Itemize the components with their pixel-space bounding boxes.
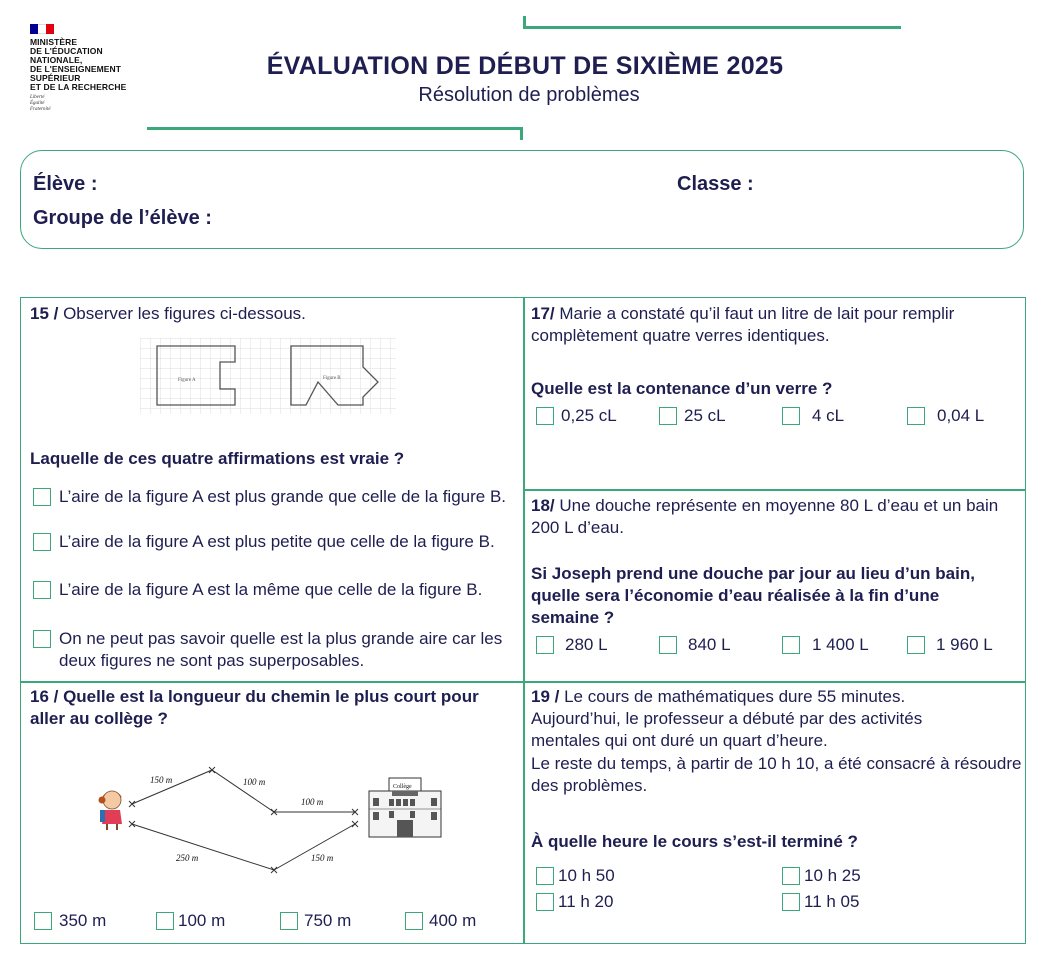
q17-option-4[interactable] [907,406,984,426]
q19-option-3[interactable] [536,892,613,912]
grid-divider-right-2 [523,681,1026,683]
checkbox[interactable] [782,636,800,654]
q17-option-2[interactable] [659,406,726,426]
checkbox[interactable] [782,893,800,911]
checkbox[interactable] [907,407,925,425]
checkbox[interactable] [659,636,677,654]
header-line-bottom [147,127,523,130]
checkbox[interactable] [34,912,52,930]
q18-intro-text: Une douche représente en moyenne 80 L d’eau et un bain 200 L d’eau. [531,496,999,537]
q19-option-1[interactable] [536,866,615,886]
q18-option-4[interactable] [907,635,993,655]
path-label-1: 150 m [150,775,173,785]
checkbox[interactable] [33,488,51,506]
ministry-name: MINISTÈRE DE L'ÉDUCATION NATIONALE, DE L'ENSEIGNEMENT SUPÉRIEUR ET DE LA RECHERCHE [30,37,127,92]
school-icon [369,778,441,837]
page-subtitle: Résolution de problèmes [418,84,640,106]
ministry-logo [30,24,150,113]
q17-intro [531,303,1011,347]
header-line-bottom-tick [520,127,523,140]
q18-option-2[interactable] [659,635,731,655]
q19-intro [531,686,986,752]
q16-option-4[interactable] [405,911,476,931]
checkbox[interactable] [536,893,554,911]
q15-option-1-text: L’aire de la figure A est plus grande que celle de la figure B. [59,487,507,506]
q19-option-4-text: 11 h 05 [804,892,860,911]
q16-path-diagram [92,762,452,878]
grid-divider-right-1 [523,489,1026,491]
checkbox[interactable] [156,912,174,930]
q18-option-2-text: 840 L [688,635,731,654]
checkbox[interactable] [782,867,800,885]
q16-option-3[interactable] [280,911,351,931]
grid-divider-vertical [523,298,525,943]
q18-intro [531,495,1021,539]
q19-option-1-text: 10 h 50 [558,866,615,885]
q19-intro-2: Le reste du temps, à partir de 10 h 10, a été consacré à résoudre des problèmes. [531,754,1022,795]
q19-option-2-text: 10 h 25 [804,866,861,885]
q16-option-1[interactable] [34,911,106,931]
q18-option-4-text: 1 960 L [936,635,993,654]
q18-number: 18/ [531,496,555,515]
checkbox[interactable] [659,407,677,425]
q18-option-1[interactable] [536,635,608,655]
groupe-label: Groupe de l’élève : [33,207,212,229]
checkbox[interactable] [405,912,423,930]
q19-intro-text: Le cours de mathématiques dure 55 minutes. Aujourd’hui, le professeur a débuté par des activités mentales qui ont duré un quart d’heure. [531,687,923,750]
path-label-5: 150 m [311,853,334,863]
header-line-top-tick [523,16,526,29]
checkbox[interactable] [280,912,298,930]
lower-path [132,824,355,870]
q17-option-4-text: 0,04 L [937,406,985,425]
student-info-box [20,150,1024,249]
q16-option-2[interactable] [156,911,225,931]
french-flag-icon [30,24,54,34]
q17-intro-text: Marie a constaté qu’il faut un litre de lait pour remplir complètement quatre verres identiques. [531,304,955,345]
q15-figures [140,338,396,414]
q15-option-2[interactable] [33,531,513,553]
q19-option-3-text: 11 h 20 [558,892,614,911]
page-title: ÉVALUATION DE DÉBUT DE SIXIÈME 2025 [266,52,784,80]
checkbox[interactable] [907,636,925,654]
checkbox[interactable] [782,407,800,425]
q15-option-1[interactable] [33,486,513,508]
q16-option-3-text: 750 m [304,911,352,930]
figure-b-label: Figure B [323,376,341,381]
q17-option-1-text: 0,25 cL [561,406,617,425]
header-line-top [523,26,901,29]
q16-question: 16 / Quelle est la longueur du chemin le plus court pour aller au collège ? [30,687,479,728]
q19-option-4[interactable] [782,892,859,912]
q16-option-2-text: 100 m [178,911,226,930]
q17-option-3-text: 4 cL [812,406,845,425]
q15-intro [30,303,510,325]
q15-option-3[interactable] [33,579,513,601]
q17-option-1[interactable] [536,406,617,426]
q15-option-3-text: L’aire de la figure A est la même que celle de la figure B. [59,580,483,599]
checkbox[interactable] [536,636,554,654]
figure-a-label: Figure A [178,378,196,383]
q19-question: À quelle heure le cours s’est-il terminé ? [531,832,858,851]
q18-question: Si Joseph prend une douche par jour au lieu d’un bain, quelle sera l’économie d’eau réalisée à la fin d’une semaine ? [531,564,975,627]
q15-option-2-text: L’aire de la figure A est plus petite que celle de la figure B. [59,532,495,551]
grid-divider-left [21,681,524,683]
eleve-label: Élève : [33,173,98,195]
path-label-4: 250 m [176,853,199,863]
path-label-2: 100 m [243,777,266,787]
path-label-3: 100 m [301,797,324,807]
q17-question: Quelle est la contenance d’un verre ? [531,379,833,398]
q19-number: 19 / [531,687,560,706]
q15-number: 15 / [30,304,59,323]
q18-option-3[interactable] [782,635,869,655]
q15-option-4[interactable] [33,628,513,672]
q15-option-4-text: On ne peut pas savoir quelle est la plus grande aire car les deux figures ne sont pas superposables. [59,629,503,670]
checkbox[interactable] [33,630,51,648]
classe-label: Classe : [677,173,754,195]
q17-option-3[interactable] [782,406,844,426]
checkbox[interactable] [33,581,51,599]
q16-option-4-text: 400 m [429,911,477,930]
q19-option-2[interactable] [782,866,861,886]
q18-option-1-text: 280 L [565,635,608,654]
q18-option-3-text: 1 400 L [812,635,869,654]
checkbox[interactable] [33,533,51,551]
ministry-motto: Liberté Égalité Fraternité [30,95,51,112]
q17-number: 17/ [531,304,555,323]
q15-question: Laquelle de ces quatre affirmations est vraie ? [30,449,405,468]
checkbox[interactable] [536,407,554,425]
girl-icon [99,791,123,830]
school-sign: Collège [393,784,412,790]
q17-option-2-text: 25 cL [684,406,726,425]
q15-intro-text: Observer les figures ci-dessous. [58,304,306,323]
q16-option-1-text: 350 m [59,911,107,930]
checkbox[interactable] [536,867,554,885]
